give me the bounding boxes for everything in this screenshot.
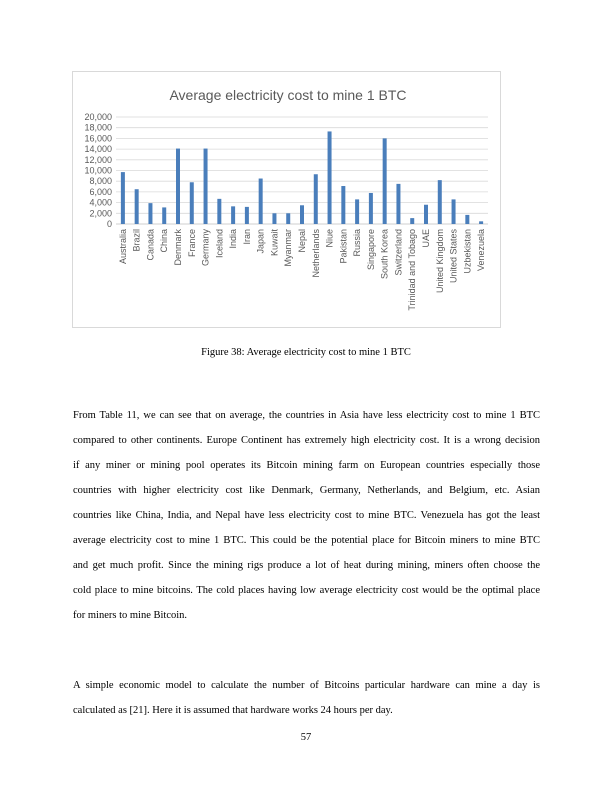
paragraph-2 (73, 673, 540, 723)
bar (424, 205, 428, 224)
paragraph-line: cold place to mine bitcoins. The cold places having low average electricity cost would be the optimal place (73, 585, 540, 596)
y-tick-label: 0 (106, 219, 112, 229)
paragraph-line: compared to other continents. Europe Continent has extremely high electricity cost. It is a wrong decision (73, 435, 540, 446)
bar (479, 221, 483, 224)
x-tick-label: Niue (324, 229, 335, 248)
paragraph-line: and get much profit. Since the mining rigs produce a lot of heat during mining, miners often choose the (73, 560, 540, 571)
x-tick-label: Kuwait (269, 229, 280, 257)
chart-container (72, 71, 501, 328)
x-tick-label: UAE (421, 229, 431, 248)
x-tick-label: Russia (352, 229, 363, 257)
x-tick-label: Australia (117, 229, 128, 265)
paragraph-line: A simple economic model to calculate the number of Bitcoins particular hardware can mine a day is (73, 680, 540, 691)
x-tick-label: Uzbekistan (462, 229, 473, 274)
y-tick-label: 6,000 (89, 186, 112, 197)
bar (135, 189, 139, 224)
bar (162, 207, 166, 224)
bar (286, 213, 290, 224)
x-tick-label: Venezuela (476, 229, 487, 272)
bar-chart (73, 72, 502, 329)
paragraph-line: countries with higher electricity cost like Denmark, Germany, Netherlands, and Belgium, etc. Asian (73, 485, 540, 496)
bar (121, 172, 125, 224)
bar (341, 186, 345, 224)
bar (452, 199, 456, 224)
bar (231, 206, 235, 224)
x-tick-label: Japan (255, 229, 266, 254)
x-tick-label: United States (448, 229, 459, 284)
bar (328, 131, 332, 224)
x-tick-label: Iran (241, 229, 252, 245)
bar (369, 193, 373, 224)
paragraph-line: if any miner or mining pool operates its Bitcoin mining farm on European countries especially those (73, 460, 540, 471)
x-tick-label: Brazil (131, 229, 142, 252)
paragraph-line: calculated as [21]. Here it is assumed that hardware works 24 hours per day. (73, 705, 393, 716)
bar (465, 215, 469, 224)
paragraph-line: average electricity cost to mine 1 BTC. This could be the potential place for Bitcoin miners to mine BTC (73, 535, 540, 546)
x-tick-label: Myanmar (283, 229, 294, 267)
bar (410, 218, 414, 224)
y-tick-label: 8,000 (89, 176, 112, 187)
x-tick-label: Singapore (365, 229, 376, 271)
y-tick-label: 12,000 (84, 154, 112, 165)
y-tick-label: 14,000 (84, 144, 112, 155)
x-tick-label: India (228, 229, 239, 249)
bar (383, 138, 387, 224)
x-tick-label: Netherlands (310, 229, 321, 278)
bar (300, 205, 304, 224)
bar (272, 213, 276, 224)
x-tick-label: China (159, 229, 170, 253)
bar (314, 174, 318, 224)
bar (245, 207, 249, 224)
x-tick-label: Denmark (173, 229, 183, 266)
page-number: 57 (300, 732, 312, 743)
paragraph-line: for miners to mine Bitcoin. (73, 610, 188, 621)
x-tick-label: Pakistan (338, 229, 349, 264)
chart-title: Average electricity cost to mine 1 BTC (169, 87, 407, 103)
paragraph-1 (73, 403, 540, 628)
x-tick-label: United Kingdom (434, 229, 445, 294)
bar (217, 199, 221, 224)
bar (259, 179, 263, 224)
bar (148, 203, 152, 224)
bar (438, 180, 442, 224)
figure-caption: Figure 38: Average electricity cost to mine 1 BTC (201, 347, 411, 358)
y-tick-label: 18,000 (84, 122, 112, 133)
bar (176, 149, 180, 224)
y-tick-label: 10,000 (84, 165, 112, 176)
x-tick-label: Iceland (214, 229, 225, 259)
bar (204, 149, 208, 224)
x-tick-label: Canada (145, 229, 156, 261)
y-tick-label: 20,000 (84, 112, 112, 122)
x-tick-label: Trinidad and Tobago (407, 229, 418, 311)
bar (190, 182, 194, 224)
x-tick-label: France (186, 229, 197, 258)
x-tick-label: South Korea (379, 229, 390, 280)
y-tick-label: 4,000 (89, 197, 112, 208)
x-tick-label: Switzerland (393, 229, 404, 276)
bar (355, 199, 359, 224)
x-tick-label: Germany (200, 229, 211, 267)
paragraph-line: countries like China, India, and Nepal have less electricity cost to mine BTC. Venezuela has got the least (73, 510, 540, 521)
paragraph-line: From Table 11, we can see that on average, the countries in Asia have less electricity cost to mine 1 BTC (73, 410, 540, 421)
y-tick-label: 2,000 (89, 208, 112, 219)
bar (396, 184, 400, 224)
x-tick-label: Nepal (297, 229, 307, 253)
y-tick-label: 16,000 (84, 133, 112, 144)
